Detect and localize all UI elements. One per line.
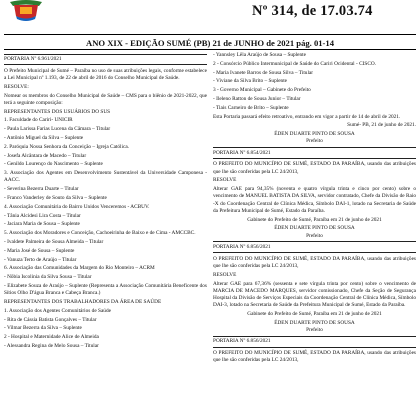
left-paragraph: - Alessandra Regina de Melo Sousa – Titular: [4, 342, 99, 349]
left-paragraph: - Tânia Alcidesi Lira Costa – Titular: [4, 212, 81, 219]
right-paragraph: Gabinete do Prefeito de Sumé, Paraíba em 21 de junho de 2021: [247, 216, 382, 223]
right-paragraph: ÉDEN DUARTE PINTO DE SOUSA Prefeito: [274, 131, 355, 145]
issue-number: Nº 314, de 17.03.74: [252, 3, 373, 19]
left-portaria-heading: PORTARIA Nº 6.961/2021: [4, 54, 207, 66]
right-column: [213, 52, 416, 420]
edition-line: ANO XIX - EDIÇÃO SUMÉ (PB) 21 de JUNHO de 2021 pág. 01-14: [85, 38, 335, 48]
masthead: [0, 0, 420, 34]
left-paragraph: 1. Faculdade do Cariri- UNICIR: [4, 117, 73, 124]
left-column: [4, 52, 207, 420]
left-paragraph: - Jaciara Maria de Sousa – Suplente: [4, 221, 80, 228]
left-paragraph: 3. Associação dos Agentes em Desenvolvimento Sustentável da Universidade Camponesa - AACC.: [4, 170, 207, 184]
left-paragraph: - Nôbia Iscolinia da Silva Sousa – Titular: [4, 274, 92, 281]
left-paragraph: - Franco Vanderley de Souto da Silva – Suplente: [4, 194, 107, 201]
left-paragraph: - Antônio Miguel da Silva – Suplente: [4, 134, 84, 141]
right-paragraph: Esta Portaria passará efeito retroativo, entrando em vigor a partir de 14 de abril de 2021.: [213, 113, 401, 120]
left-paragraph: - Elizabete Souza de Araújo – Suplente (Representa a Associação Comunitária Beneficente dos Sítios Olho D'água Branca e Cabeça Branca.): [4, 282, 207, 297]
left-paragraph: - Vanuza Terto de Araújo – Titular: [4, 256, 77, 263]
edition-rule: [4, 49, 416, 50]
right-portaria-heading: PORTARIA Nº 6.856/2021: [213, 241, 416, 253]
right-paragraph: O PREFEITO DO MUNICÍPIO DE SUMÉ, ESTADO DA PARAÍBA, usando das atribuições que lhe são conferidas pela LC 24/2013,: [213, 161, 416, 175]
right-paragraph: O PREFEITO DO MUNICÍPIO DE SUMÉ, ESTADO DA PARAÍBA, usando das atribuições que lhe são conferidas pela LC 24/2013,: [213, 255, 416, 269]
left-paragraph: O Prefeito Municipal de Sumé – Paraíba no uso de suas atribuições legais, conforme estabelece a Lei Municipal nº 1.193, de 22 de abril de 2016 do Conselho Municipal de Saúde.: [4, 67, 207, 81]
right-paragraph: ÉDEN DUARTE PINTO DE SOUSA Prefeito: [274, 319, 355, 333]
right-paragraph: - Ileleno Ratton de Sousa Junior – Titular: [213, 95, 301, 102]
left-paragraph: - Josefa Alcântara de Macedo – Titular: [4, 152, 87, 159]
left-paragraph: - Vilmar Bezerra da Silva – Suplente: [4, 325, 82, 332]
left-paragraph: REPRESENTANTES DOS USUÁRIOS DO SUS: [4, 108, 111, 115]
left-paragraph: 1. Associação dos Agentes Comunitários de Saúde: [4, 307, 111, 314]
left-paragraph: - Severina Bezerra Duarte – Titular: [4, 186, 79, 193]
right-paragraph: RESOLVE: [213, 271, 237, 278]
left-paragraph: - Genildo Lourenço do Nascimento – Suplente: [4, 161, 103, 168]
right-paragraph: Alterar GAE para 67,36% (sessenta e sete vírgula trinta por cento) sobre o vencimento de MARCIA DE MACEDO MARQUES, servidor comissionado, Chefe da Seção de Segurança Hospital da Divisão de Serviços Especiais da Coordenação Central de Clínica Médica, Símbolo DAI-3, lotado na Secretaria de Saúde da Prefeitura Municipal de Sumé, Estado da Paraíba.: [213, 280, 416, 309]
left-paragraph: Nomear os membros do Conselho Municipal de Saúde – CMS para o biênio de 2021-2022, que terá a seguinte composição:: [4, 92, 207, 106]
municipal-crest-icon: [4, 0, 48, 22]
right-paragraph: 3 - Governo Municipal – Gabinete do Prefeito: [213, 87, 311, 94]
top-rule: [4, 34, 416, 35]
right-paragraph: Gabinete do Prefeito de Sumé, Paraíba em 21 de junho de 2021: [247, 310, 382, 317]
right-paragraph: ÉDEN DUARTE PINTO DE SOUSA Prefeito: [274, 225, 355, 239]
right-paragraph: Alterar GAE para 94,35% (noventa e quatro vírgula trinta e cinco por cento) sobre o vencimento de MANUEL BATISTA DA SILVA, servidor contratado, Chefe da Divisão de Raio -X do Coordenação Central de Clínica Médica, Símbolo DAI-1, lotado na Secretaria de Saúde da Prefeitura Municipal de Sumé, Estado da Paraíba.: [213, 186, 416, 214]
left-paragraph: - Rita de Cássia Batista Gonçalves – Titular: [4, 316, 97, 323]
right-paragraph: 2 - Consórcio Público Intermunicipal de Saúde do Cariri Ocidental - CISCO.: [213, 60, 376, 67]
right-paragraph: - Tiais Carneiro de Brito – Suplente: [213, 104, 289, 111]
left-paragraph: - Ivaldete Palmeira de Sousa Almeida – Titular: [4, 238, 104, 245]
right-portaria-heading: PORTARIA Nº 6.854/2021: [213, 147, 416, 159]
right-paragraph: O PREFEITO DO MUNICÍPIO DE SUMÉ, ESTADO DA PARAÍBA, usando das atribuições que lhe são conferidas pela LC 24/2013,: [213, 350, 416, 364]
left-paragraph: 4. Associação Comunitária do Bairro Unidos Venceremos - ACBUV.: [4, 203, 150, 210]
left-paragraph: 5. Associação dos Moradores e Conceição, Cachoeirinha de Baixo e de Cima - AMCCBC.: [4, 230, 196, 237]
left-paragraph: 2. Paróquia Nossa Senhora da Conceição – Igreja Católica.: [4, 143, 130, 150]
right-paragraph: - Maria Ivanete Barros de Sousa Silva – Titular: [213, 69, 314, 76]
left-paragraph: RESOLVE:: [4, 83, 29, 90]
right-paragraph: - Yannsley Lêla Araújo de Sousa – Suplente: [213, 52, 306, 58]
left-paragraph: - Paula Larissa Farias Lucena da Câmara – Titular: [4, 126, 111, 133]
left-paragraph: - Maria José de Sousa – Suplente: [4, 247, 75, 254]
left-paragraph: 2 - Hospital e Maternidade Alice de Almeida: [4, 334, 99, 341]
right-paragraph: - Viviane da Silva Brito – Suplente: [213, 78, 288, 85]
right-paragraph: RESOLVE: [213, 177, 237, 184]
left-paragraph: 6. Associação das Comunidades da Margem do Rio Monteiro – ACRM: [4, 265, 155, 272]
right-portaria-heading: PORTARIA Nº 6.856/2021: [213, 336, 416, 348]
left-paragraph: REPRESENTANTES DOS TRABALHADORES DA ÁREA DE SAÚDE: [4, 298, 162, 305]
right-paragraph: Sumé- PB, 21 de junho de 2021.: [347, 122, 416, 129]
